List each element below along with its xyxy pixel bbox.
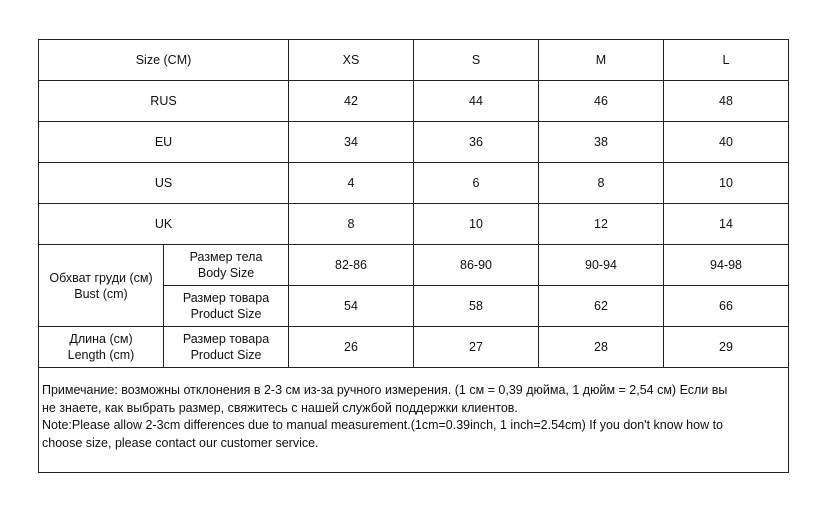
cell-eu-s: 36 <box>414 122 539 163</box>
table-row-bust-body <box>39 245 789 286</box>
cell-length-xs: 26 <box>289 327 414 368</box>
row-label-rus: RUS <box>39 81 289 122</box>
measurement-note <box>39 368 789 473</box>
cell-eu-m: 38 <box>539 122 664 163</box>
cell-us-m: 8 <box>539 163 664 204</box>
body-size-label-en: Body Size <box>197 266 255 280</box>
note-en-line-1: Note:Please allow 2-3cm differences due to manual measurement.(1cm=0.39inch, 1 inch=2.54cm) If you don't know how to <box>42 418 723 432</box>
cell-length-s: 27 <box>414 327 539 368</box>
table-row-us <box>39 163 789 204</box>
cell-us-l: 10 <box>664 163 789 204</box>
cell-uk-l: 14 <box>664 204 789 245</box>
cell-bust-product-xs: 54 <box>289 286 414 327</box>
size-header-m: M <box>539 40 664 81</box>
size-header-xs: XS <box>289 40 414 81</box>
note-en-line-2: choose size, please contact our customer service. <box>42 435 319 450</box>
cell-eu-l: 40 <box>664 122 789 163</box>
cell-us-xs: 4 <box>289 163 414 204</box>
cell-eu-xs: 34 <box>289 122 414 163</box>
cell-us-s: 6 <box>414 163 539 204</box>
length-label-en: Length (cm) <box>67 348 135 362</box>
bust-product-size-label <box>164 286 289 327</box>
cell-bust-body-s: 86-90 <box>414 245 539 286</box>
cell-bust-body-l: 94-98 <box>664 245 789 286</box>
body-size-label-ru: Размер тела <box>189 250 263 264</box>
cell-bust-body-m: 90-94 <box>539 245 664 286</box>
cell-bust-product-m: 62 <box>539 286 664 327</box>
bust-label-en: Bust (cm) <box>74 286 128 301</box>
bust-group-label <box>39 245 164 327</box>
cell-rus-m: 46 <box>539 81 664 122</box>
cell-length-m: 28 <box>539 327 664 368</box>
length-group-label <box>39 327 164 368</box>
bust-product-label-en: Product Size <box>190 307 262 321</box>
note-ru-line-2: не знаете, как выбрать размер, свяжитесь с нашей службой поддержки клиентов. <box>42 400 518 415</box>
bust-label-ru: Обхват груди (см) <box>49 270 153 285</box>
table-row-length-product <box>39 327 789 368</box>
table-row-uk <box>39 204 789 245</box>
size-header-label: Size (CM) <box>39 40 289 81</box>
cell-bust-body-xs: 82-86 <box>289 245 414 286</box>
cell-bust-product-l: 66 <box>664 286 789 327</box>
note-ru-line-1: Примечание: возможны отклонения в 2-3 см из-за ручного измерения. (1 см = 0,39 дюйма, 1 дюйм = 2,54 см) Если вы <box>42 383 728 397</box>
cell-uk-m: 12 <box>539 204 664 245</box>
cell-length-l: 29 <box>664 327 789 368</box>
row-label-us: US <box>39 163 289 204</box>
cell-uk-s: 10 <box>414 204 539 245</box>
bust-product-label-ru: Размер товара <box>182 291 270 305</box>
table-row-eu <box>39 122 789 163</box>
header-row <box>39 40 789 81</box>
size-header-l: L <box>664 40 789 81</box>
cell-rus-l: 48 <box>664 81 789 122</box>
table-row-note <box>39 368 789 473</box>
row-label-uk: UK <box>39 204 289 245</box>
length-product-label-en: Product Size <box>190 348 262 362</box>
row-label-eu: EU <box>39 122 289 163</box>
cell-rus-s: 44 <box>414 81 539 122</box>
cell-bust-product-s: 58 <box>414 286 539 327</box>
length-product-size-label <box>164 327 289 368</box>
length-label-ru: Длина (см) <box>69 332 133 346</box>
cell-rus-xs: 42 <box>289 81 414 122</box>
body-size-label <box>164 245 289 286</box>
cell-uk-xs: 8 <box>289 204 414 245</box>
size-header-s: S <box>414 40 539 81</box>
table-row-rus <box>39 81 789 122</box>
length-product-label-ru: Размер товара <box>182 332 270 346</box>
size-chart-table <box>38 39 789 473</box>
